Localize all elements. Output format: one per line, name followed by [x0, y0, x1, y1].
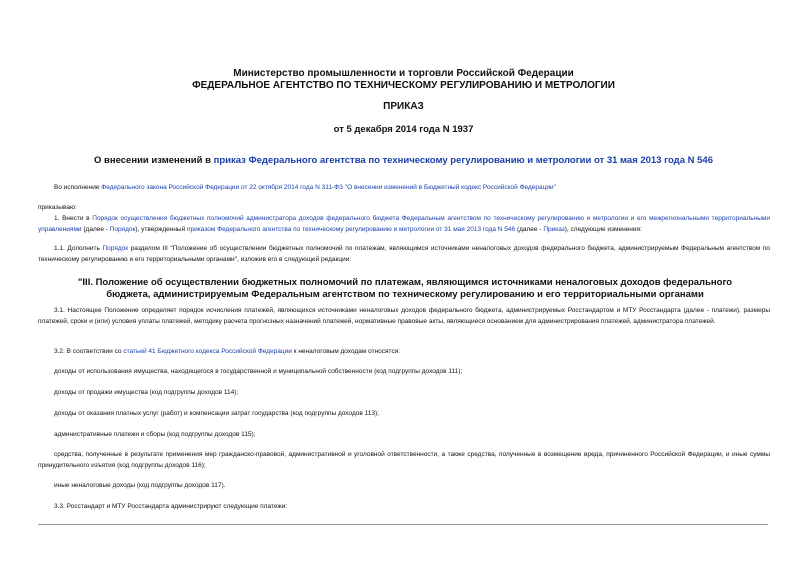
p32-text-a: 3.2. В соответствии со [54, 348, 124, 355]
intro-paragraph [38, 183, 770, 194]
paragraph-3-2 [38, 347, 770, 358]
p1-text-b: (далее - [81, 225, 110, 233]
agency-name: ФЕДЕРАЛЬНОЕ АГЕНТСТВО ПО ТЕХНИЧЕСКОМУ РЕГУЛИРОВАНИЮ И МЕТРОЛОГИИ [192, 80, 615, 91]
procedure-short-link[interactable]: Порядок [109, 225, 136, 233]
order-short-link[interactable]: Приказ [543, 225, 565, 233]
list-item: доходы от продажи имущества (код подгруппы доходов 114); [54, 389, 239, 396]
p1-text-d: (далее - [515, 225, 544, 233]
procedure-link[interactable]: Порядок осуществления бюджетных полномочий администратора доходов федерального бюджета Федеральным агентством по техническому регулированию и метрологии и его межрегиональными территориальными управлениями [38, 215, 770, 233]
paragraph-1 [38, 214, 770, 235]
document-title [0, 155, 807, 166]
list-item: доходы от использования имущества, находящегося в государственной и муниципальной собственности (код подгруппы доходов 111); [54, 368, 463, 375]
list-item: административные платежи и сборы (код подгруппы доходов 115); [54, 431, 256, 438]
document-type: ПРИКАЗ [383, 101, 424, 112]
order-546-link[interactable]: приказом Федерального агентства по техническому регулированию и метрологии от 31 мая 2013 года N 546 [187, 225, 516, 233]
document-date-number: от 5 декабря 2014 года N 1937 [333, 124, 474, 135]
paragraph-3-1: 3.1. Настоящее Положение определяет порядок исчисления платежей, являющихся источниками неналоговых доходов федерального бюджета, администрируемых Росстандартом и МТУ Росстандарта (далее - платежи), размеры платежей, сроки и (или) условия уплаты платежей, методику расчета прогнозных назначений платежей, нормативные правовые акты, являющиеся основанием для администрирования платежей, администратора платежей. [38, 307, 770, 325]
p11-text-a: 1.1. Дополнить [54, 245, 103, 252]
section-iii-title: "III. Положение об осуществлении бюджетных полномочий по платежам, являющимся источниками неналоговых доходов федерального бюджета, администрируемым Федеральным агентством по техническому регулированию и его территориальными органами [77, 277, 733, 300]
p1-text-e: ), следующие изменения: [564, 225, 642, 233]
ministry-name: Министерство промышленности и торговли Российской Федерации [233, 68, 574, 79]
federal-law-link[interactable]: Федерального закона Российской Федерации от 22 октября 2014 года N 311-ФЗ "О внесении изменений в Бюджетный кодекс Российской Федерации" [101, 184, 556, 191]
budget-code-article-link[interactable]: статьей 41 Бюджетного кодекса Российской Федерации [123, 348, 292, 355]
intro-prefix: Во исполнение [54, 184, 102, 191]
p32-text-b: к неналоговым доходам относятся: [291, 348, 401, 355]
list-item: иные неналоговые доходы (код подгруппы доходов 117). [54, 482, 226, 489]
p11-text-b: разделом III "Положение об осуществлении бюджетных полномочий по платежам, являющимся источниками неналоговых доходов федерального бюджета, администрируемым Федеральным агентством по техническому регулированию и его территориальными органами", изложив его в следующей редакции: [38, 245, 770, 263]
title-prefix: О внесении изменений в [94, 155, 214, 166]
procedure-link-2[interactable]: Порядок [102, 245, 129, 252]
list-item: доходы от оказания платных услуг (работ) и компенсации затрат государства (код подгруппы доходов 113); [54, 410, 379, 417]
order-word: приказываю: [38, 204, 77, 211]
list-item: средства, полученные в результате применения мер гражданско-правовой, административной и уголовной ответственности, а также средства, полученные в возмещение вреда, причиненного Российской Федерации, и иные суммы принудительного изъятия (код подгруппы доходов 116); [38, 451, 770, 469]
paragraph-1-1 [38, 244, 770, 265]
document-header [0, 68, 807, 92]
p1-text-a: 1. Внести в [54, 215, 93, 222]
title-link[interactable]: приказ Федерального агентства по техническому регулированию и метрологии от 31 мая 2013 года N 546 [213, 155, 713, 166]
paragraph-3-3: 3.3. Росстандарт и МТУ Росстандарта администрируют следующие платежи: [54, 503, 288, 510]
p1-text-c: ), утвержденный [135, 225, 188, 233]
page-divider [38, 524, 768, 525]
